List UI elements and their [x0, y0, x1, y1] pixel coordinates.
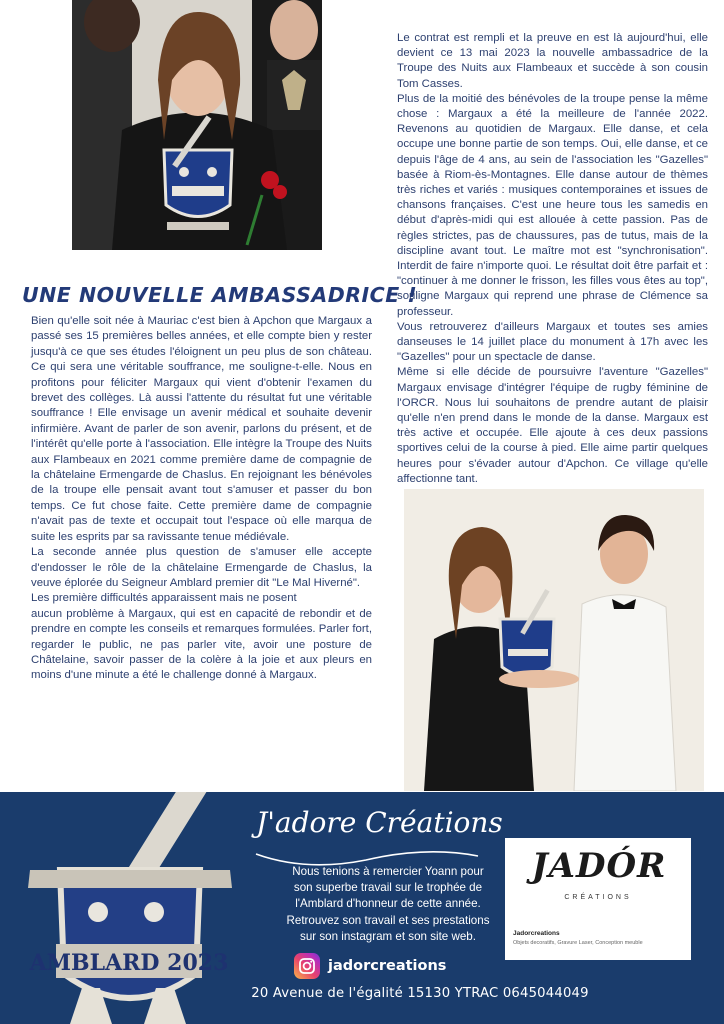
jador-card-name: Jadorcreations — [513, 930, 560, 937]
jador-card-desc: Objets decoratifs, Gravure Laser, Conception meuble — [513, 940, 643, 946]
right-paragraph-2: Plus de la moitié des bénévoles de la troupe pense la même chose : Margaux a été la meilleure de l'année 2022. Revenons au quotidien de Margaux. Elle danse, et cela occupe une bonne partie de son temps. Oui, elle danse, et ce depuis l'âge de 4 ans, au sein de l'association les "Gazelles" basée à Riom-ès-Montagnes. Elle danse autour de thèmes très riches et variés : musiques contemporaines et issues de chansons françaises. C'est une heure tous les samedis en début d'après-midi qui est allouée à cette passion. Pas de règles strictes, pas de chaussures, pas de tutus, mais de la discipline avant tout. Le maître mot est "synchronisation". Interdit de faire n'importe quoi. Le résultat doit être parfait et : "continuer à me donner le frisson, les filles vous êtes au top", souligne Margaux qui reprend une phrase de Clémence sa professeur. — [397, 92, 708, 318]
instagram-handle: jadorcreations — [328, 958, 447, 974]
right-paragraph-3: Vous retrouverez d'ailleurs Margaux et toutes ses amies danseuses le 14 juillet place du monument à 17h avec les "Gazelles" pour un spectacle de danse. — [397, 320, 708, 364]
photo-illustration — [72, 0, 322, 250]
jador-sub: CRÉATIONS — [564, 894, 632, 901]
jador-wordmark: JADÓR — [531, 846, 667, 886]
instagram-link[interactable] — [294, 953, 446, 979]
footer-address: 20 Avenue de l'égalité 15130 YTRAC 0645044049 — [251, 986, 589, 1001]
photo-margaux-trophy — [72, 0, 322, 250]
article-left-column — [31, 314, 372, 684]
trophy-label: AMBLARD 2023 — [29, 950, 229, 976]
article-right-column — [397, 31, 708, 487]
brand-script-title: J'adore Créations — [256, 806, 503, 839]
photo-trophy-handover — [404, 489, 704, 791]
right-paragraph-4: Même si elle décide de poursuivre l'aventure "Gazelles" Margaux envisage d'intégrer l'équipe de rugby féminine de l'ORCR. Nous lui souhaitons de prendre autant de plaisir qu'elle n'en prend dans le monde de la danse. Margaux est très active et occupée. Elle ajoute à ces deux passions sportives celui de la course à pied. Elle aime partir quelques heures pour s'évader autour d'Apchon. Ce village qu'elle affectionne tant. — [397, 366, 708, 485]
footer-thanks-message: Nous tenions à remercier Yoann pour son superbe travail sur le trophée de l'Amblard d'honneur de cette année. Retrouvez son travail et ses prestations sur son instagram et son site web. — [286, 865, 490, 943]
photo-illustration-2 — [404, 489, 704, 791]
article-headline: UNE NOUVELLE AMBASSADRICE ! — [22, 283, 418, 307]
left-paragraph-2: La seconde année plus question de s'amuser elle accepte d'endosser le rôle de la châtelaine Ermengarde de Chaslus, la veuve éplorée du Seigneur Amblard premier dit "Le Mal Hiverné". — [31, 546, 372, 589]
left-paragraph-4: aucun problème à Margaux, qui est en capacité de rebondir et de prendre en compte les conseils et remarques formulées. Parler fort, regarder le public, ne pas parler vite, avoir une posture de Châtelaine, savoir passer de la colère à la joie et aux pleurs en moins d'une minute a été le challenge donné à Margaux. — [31, 607, 372, 682]
instagram-icon — [294, 953, 320, 979]
jador-logo-card — [505, 838, 691, 960]
left-paragraph-1: Bien qu'elle soit née à Mauriac c'est bien à Apchon que Margaux a passé ses 15 premières belles années, et elle compte bien y rester jusqu'à ce que ses études l'éloignent un peu plus de son château. Ce qui sera une véritable souffrance, me souligne-t-elle. Nous en profitons pour féliciter Margaux qui vient d'obtenir l'examen du brevet des collèges. Là aussi l'attente du résultat fut une véritable souffrance ! Elle envisage un avenir médical et souhaite devenir infirmière. Avant de parler de son avenir, parlons du présent, et de l'intérêt qu'elle porte à l'association. Elle intègre la Troupe des Nuits aux Flambeaux en 2021 comme première dame de compagnie de la châtelaine Ermengarde de Chaslus. En rejoignant les bénévoles de la troupe elle pensait avant tout s'amuser et passer du bon temps. Ce fut chose faite. Cette première dame de compagnie n'avait pas de texte et occupait tout l'espace où elle marqua de suite les esprits par sa ravissante tenue médiévale. — [31, 315, 372, 543]
left-paragraph-3: Les première difficultés apparaissent mais ne posent — [31, 592, 297, 605]
right-paragraph-1: Le contrat est rempli et la preuve en est là aujourd'hui, elle devient ce 13 mai 2023 la nouvelle ambassadrice de la Troupe des Nuits aux Flambeaux et succède à son cousin Tom Casses. — [397, 32, 708, 90]
